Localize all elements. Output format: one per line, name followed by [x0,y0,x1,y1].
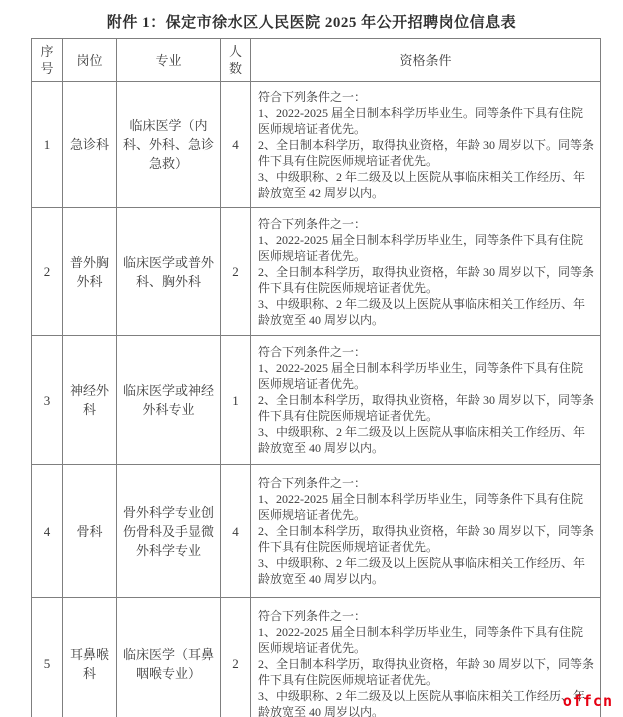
qualification-line: 1、2022-2025 届全日制本科学历毕业生，同等条件下具有住院医师规培证者优先。 [258,492,583,522]
cell-major: 骨外科学专业创伤骨科及手显微外科学专业 [117,465,221,598]
col-header-qualification: 资格条件 [251,39,601,82]
cell-count: 1 [221,336,251,465]
cell-no: 3 [32,336,63,465]
cell-qualification [251,598,601,717]
qualification-line: 2、全日制本科学历，取得执业资格，年龄 30 周岁以下。同等条件下具有住院医师规培证者优先。 [258,137,595,168]
qualification-line: 2、全日制本科学历，取得执业资格，年龄 30 周岁以下，同等条件下具有住院医师规培证者优先。 [258,264,595,295]
qualification-line: 3、中级职称、2 年二级及以上医院从事临床相关工作经历、年龄放宽至 40 周岁以内。 [258,688,586,717]
cell-count: 2 [221,598,251,717]
offcn-watermark: offcn [562,692,613,710]
qualification-line: 符合下列条件之一： [258,216,367,231]
table-row [32,598,601,717]
cell-no: 1 [32,82,63,208]
job-table [31,38,601,717]
col-header-major: 专业 [117,39,221,82]
qualification-line: 符合下列条件之一： [258,608,367,623]
qualification-line: 3、中级职称、2 年二级及以上医院从事临床相关工作经历、年龄放宽至 40 周岁以内。 [258,296,586,327]
qualification-line: 1、2022-2025 届全日制本科学历毕业生。同等条件下具有住院医师规培证者优先。 [258,105,583,136]
cell-qualification [251,336,601,465]
col-header-position: 岗位 [63,39,117,82]
cell-position: 耳鼻喉科 [63,598,117,717]
qualification-line: 2、全日制本科学历，取得执业资格，年龄 30 周岁以下，同等条件下具有住院医师规培证者优先。 [258,524,595,554]
cell-count: 4 [221,82,251,208]
qualification-line: 2、全日制本科学历，取得执业资格，年龄 30 周岁以下，同等条件下具有住院医师规培证者优先。 [258,656,595,687]
qualification-line: 1、2022-2025 届全日制本科学历毕业生，同等条件下具有住院医师规培证者优先。 [258,624,583,655]
cell-major: 临床医学或普外科、胸外科 [117,208,221,336]
qualification-line: 1、2022-2025 届全日制本科学历毕业生，同等条件下具有住院医师规培证者优先。 [258,232,583,263]
cell-count: 2 [221,208,251,336]
cell-qualification [251,208,601,336]
cell-major: 临床医学或神经外科专业 [117,336,221,465]
cell-qualification [251,82,601,208]
table-row [32,465,601,598]
table-header-row [32,39,601,82]
qualification-line: 符合下列条件之一： [258,89,367,104]
cell-major: 临床医学（内科、外科、急诊急救） [117,82,221,208]
cell-no: 2 [32,208,63,336]
cell-position: 神经外科 [63,336,117,465]
qualification-line: 符合下列条件之一： [258,476,367,490]
cell-position: 普外胸外科 [63,208,117,336]
col-header-no: 序号 [32,39,63,82]
qualification-line: 3、中级职称、2 年二级及以上医院从事临床相关工作经历、年龄放宽至 40 周岁以内。 [258,556,586,586]
qualification-line: 3、中级职称、2 年二级及以上医院从事临床相关工作经历、年龄放宽至 42 周岁以内。 [258,169,586,200]
cell-major: 临床医学（耳鼻咽喉专业） [117,598,221,717]
table-row [32,208,601,336]
cell-no: 4 [32,465,63,598]
qualification-line: 2、全日制本科学历，取得执业资格，年龄 30 周岁以下，同等条件下具有住院医师规培证者优先。 [258,393,595,423]
table-row [32,336,601,465]
qualification-line: 3、中级职称、2 年二级及以上医院从事临床相关工作经历、年龄放宽至 40 周岁以内。 [258,425,586,455]
qualification-line: 符合下列条件之一： [258,345,367,359]
cell-position: 急诊科 [63,82,117,208]
qualification-line: 1、2022-2025 届全日制本科学历毕业生，同等条件下具有住院医师规培证者优先。 [258,361,583,391]
page-title: 附件 1：保定市徐水区人民医院 2025 年公开招聘岗位信息表 [106,15,517,31]
cell-count: 4 [221,465,251,598]
cell-qualification [251,465,601,598]
cell-no: 5 [32,598,63,717]
col-header-count: 人数 [221,39,251,82]
table-row [32,82,601,208]
cell-position: 骨科 [63,465,117,598]
